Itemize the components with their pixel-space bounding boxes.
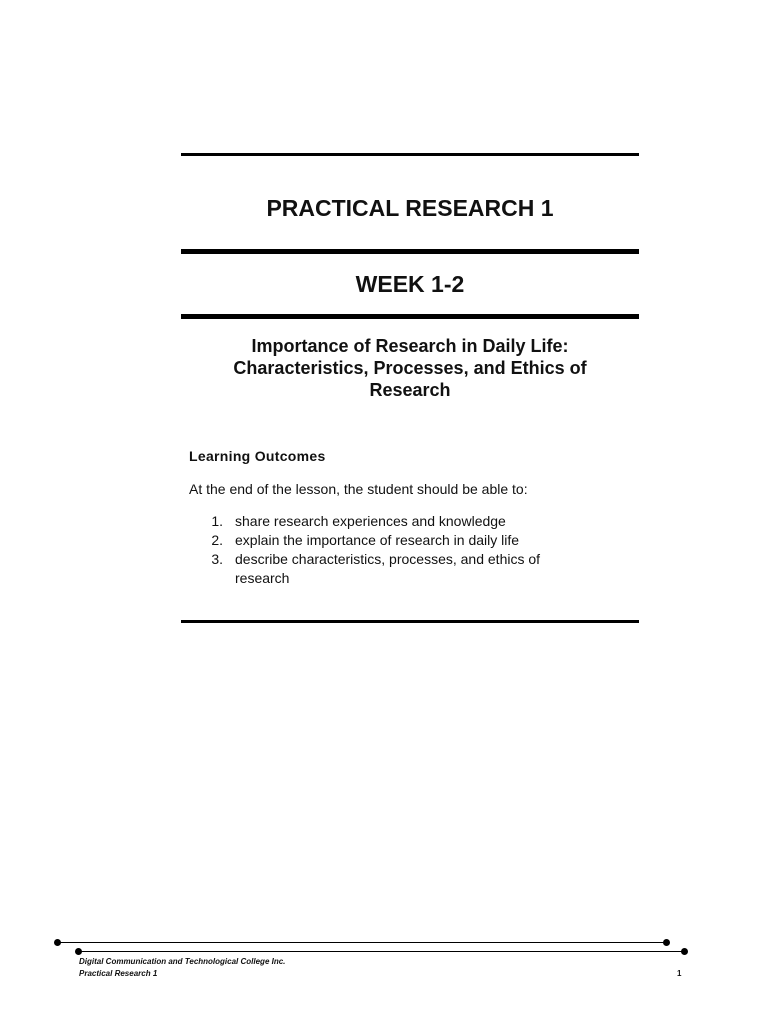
footer-line-lower — [78, 951, 684, 952]
footer-dot — [54, 939, 61, 946]
list-item — [189, 550, 589, 588]
bottom-rule — [181, 620, 639, 623]
title-divider — [181, 249, 639, 254]
lesson-subtitle: Importance of Research in Daily Life: Characteristics, Processes, and Ethics of Research — [233, 336, 587, 400]
learning-outcomes-heading: Learning Outcomes — [189, 448, 326, 464]
week-divider — [181, 314, 639, 319]
list-item-text: share research experiences and knowledge — [235, 513, 506, 529]
list-item-text: describe characteristics, processes, and ethics of research — [235, 551, 541, 586]
footer-institution: Digital Communication and Technological College Inc. — [79, 957, 286, 966]
footer-dot — [681, 948, 688, 955]
footer-line-upper — [57, 942, 666, 943]
week-label: WEEK 1-2 — [355, 271, 465, 297]
footer-dot — [75, 948, 82, 955]
learning-outcomes-list — [189, 512, 589, 588]
page-title: PRACTICAL RESEARCH 1 — [266, 195, 554, 221]
list-item — [189, 512, 589, 531]
top-rule — [181, 153, 639, 156]
footer-course: Practical Research 1 — [79, 969, 158, 978]
list-item — [189, 531, 589, 550]
list-item-text: explain the importance of research in daily life — [235, 532, 520, 548]
page-number: 1 — [677, 969, 682, 978]
footer-dot — [663, 939, 670, 946]
learning-outcomes-intro: At the end of the lesson, the student should be able to: — [189, 481, 528, 497]
